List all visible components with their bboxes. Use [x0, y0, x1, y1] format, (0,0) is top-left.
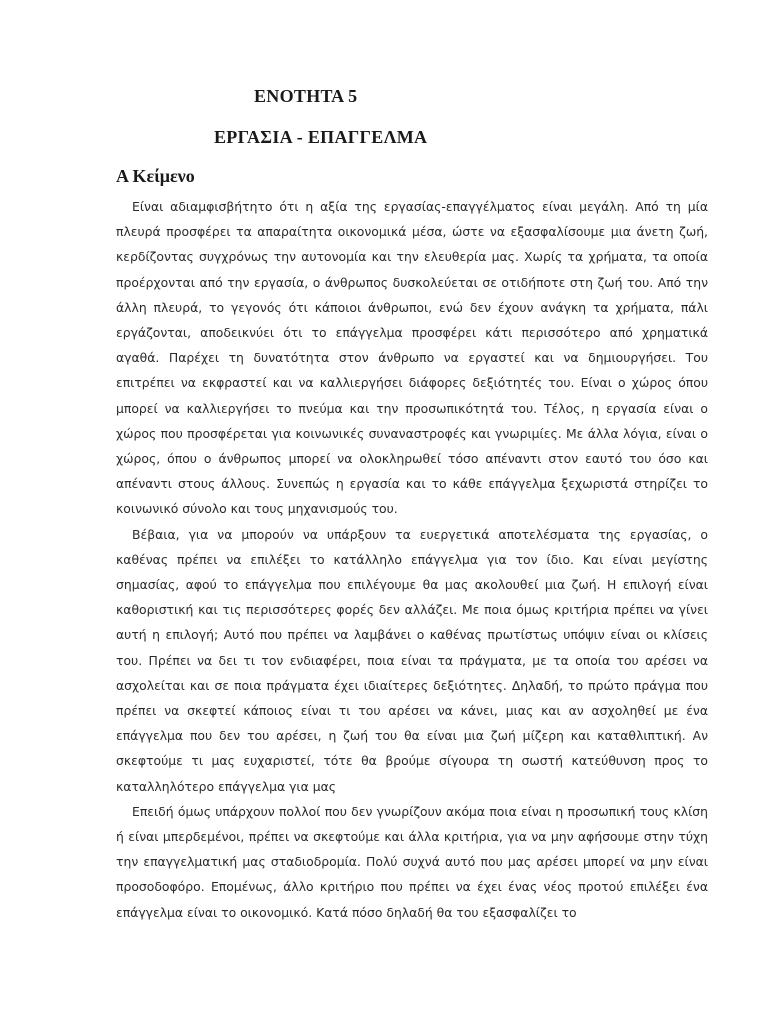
unit-title: ΕΝΟΤΗΤΑ 5	[254, 86, 358, 106]
subject-title: ΕΡΓΑΣΙΑ - ΕΠΑΓΓΕΛΜΑ	[214, 127, 428, 147]
paragraph: Βέβαια, για να μπορούν να υπάρξουν τα ευεργετικά αποτελέσματα της εργασίας, ο καθένας πρέπει να επιλέξει το κατάλληλο επάγγελμα για τον ίδιο. Και είναι μεγίστης σημασίας, αφού το επάγγελμα που επιλέγουμε θα μας ακολουθεί μια ζωή. Η επιλογή είναι καθοριστική και τις περισσότερες φορές δεν αλλάζει. Με ποια όμως κριτήρια πρέπει να γίνει αυτή η επιλογή; Αυτό που πρέπει να λαμβάνει ο καθένας πρωτίστως υπόψιν είναι οι κλίσεις του. Πρέπει να δει τι τον ενδιαφέρει, ποια είναι τα πράγματα, με τα οποία του αρέσει να ασχολείται και σε ποια πράγματα έχει ιδιαίτερες δεξιότητες. Δηλαδή, το πρώτο πράγμα που πρέπει να σκεφτεί κάποιος είναι τι του αρέσει να κάνει, μιας και αν ασχοληθεί με ένα επάγγελμα που δεν του αρέσει, η ζωή του θα είναι μια ζωή μίζερη και καταθλιπτική. Αν σκεφτούμε τι μας ευχαριστεί, τότε θα βρούμε σίγουρα τη σωστή κατεύθυνση προς το καταλληλότερο επάγγελμα για μας	[116, 526, 708, 794]
paragraph: Επειδή όμως υπάρχουν πολλοί που δεν γνωρίζουν ακόμα ποια είναι η προσωπική τους κλίση ή είναι μπερδεμένοι, πρέπει να σκεφτούμε και άλλα κριτήρια, για να μην αφήσουμε στην τύχη την επαγγελματική μας σταδιοδρομία. Πολύ συχνά αυτό που μας αρέσει μπορεί να μην είναι προσοδοφόρο. Επομένως, άλλο κριτήριο που πρέπει να έχει ένας νέος προτού επιλέξει ένα επάγγελμα είναι το οικονομικό. Κατά πόσο δηλαδή θα του εξασφαλίζει το	[116, 803, 708, 920]
body-text	[116, 194, 708, 925]
paragraph: Είναι αδιαμφισβήτητο ότι η αξία της εργασίας-επαγγέλματος είναι μεγάλη. Από τη μία πλευρά προσφέρει τα απαραίτητα οικονομικά μέσα, ώστε να εξασφαλίσουμε μια άνετη ζωή, κερδίζοντας συγχρόνως την αυτονομία και την ελευθερία μας. Χωρίς τα χρήματα, τα οποία προέρχονται από την εργασία, ο άνθρωπος δυσκολεύεται σε οτιδήποτε στη ζωή του. Από την άλλη πλευρά, το γεγονός ότι κάποιοι άνθρωποι, ενώ δεν έχουν ανάγκη τα χρήματα, πάλι εργάζονται, αποδεικνύει ότι το επάγγελμα προσφέρει κάτι περισσότερο από χρηματικά αγαθά. Παρέχει τη δυνατότητα στον άνθρωπο να εργαστεί και να δημιουργήσει. Του επιτρέπει να εκφραστεί και να καλλιεργήσει διάφορες δεξιότητές του. Είναι ο χώρος όπου μπορεί να καλλιεργήσει το πνεύμα και την προσωπικότητά του. Τέλος, η εργασία είναι ο χώρος που προσφέρεται για κοινωνικές συναναστροφές και γνωριμίες. Με άλλα λόγια, είναι ο χώρος, όπου ο άνθρωπος μπορεί να ολοκληρωθεί τόσο απέναντι στον εαυτό του όσο και απέναντι στους άλλους. Συνεπώς η εργασία και το κάθε επάγγελμα ξεχωριστά στηρίζει το κοινωνικό σύνολο και τους μηχανισμούς του.	[116, 199, 708, 517]
section-heading: Α Κείμενο	[116, 166, 195, 186]
